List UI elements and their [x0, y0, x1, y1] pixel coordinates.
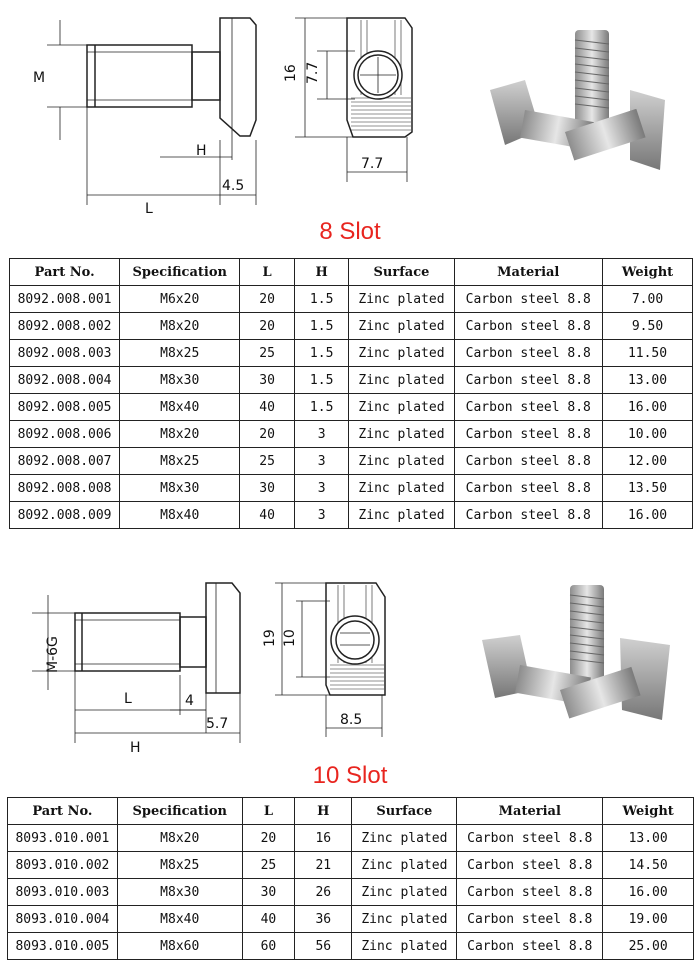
cell-H: 36 [295, 906, 352, 933]
cell-L: 30 [242, 879, 294, 906]
table-row [10, 421, 693, 448]
spec-table-10-slot [7, 797, 694, 960]
cell-surface: Zinc plated [349, 502, 454, 529]
cell-part-no: 8092.008.005 [10, 394, 120, 421]
spec-table-8-slot [9, 258, 693, 529]
cell-material: Carbon steel 8.8 [454, 421, 603, 448]
cell-surface: Zinc plated [352, 879, 457, 906]
cell-weight: 14.50 [603, 852, 694, 879]
cell-H: 1.5 [294, 286, 349, 313]
table-row [8, 825, 694, 852]
dim-L-8: L [145, 201, 153, 215]
bolt-side-drawing-10 [0, 565, 270, 760]
cell-spec: M8x60 [117, 933, 242, 960]
dim-7-7-horizontal: 7.7 [361, 156, 384, 172]
table-row [10, 367, 693, 394]
col-part-no: Part No. [8, 798, 118, 825]
cell-surface: Zinc plated [352, 825, 457, 852]
table-row [10, 475, 693, 502]
cell-spec: M8x20 [120, 313, 240, 340]
cell-surface: Zinc plated [349, 286, 454, 313]
dim-19: 19 [262, 629, 278, 647]
cell-material: Carbon steel 8.8 [454, 502, 603, 529]
cell-material: Carbon steel 8.8 [454, 394, 603, 421]
col-surface: Surface [352, 798, 457, 825]
cell-weight: 11.50 [603, 340, 693, 367]
cell-material: Carbon steel 8.8 [454, 286, 603, 313]
cell-spec: M8x30 [120, 367, 240, 394]
col-material: Material [454, 259, 603, 286]
dim-4-5: 4.5 [222, 178, 245, 194]
bolt-end-drawing-8 [275, 0, 425, 215]
cell-material: Carbon steel 8.8 [454, 448, 603, 475]
cell-spec: M8x25 [117, 852, 242, 879]
cell-H: 3 [294, 448, 349, 475]
cell-spec: M8x25 [120, 340, 240, 367]
cell-surface: Zinc plated [349, 421, 454, 448]
cell-part-no: 8092.008.008 [10, 475, 120, 502]
cell-material: Carbon steel 8.8 [454, 340, 603, 367]
col-weight: Weight [603, 259, 693, 286]
cell-weight: 13.00 [603, 825, 694, 852]
dim-H-10: H [130, 740, 141, 756]
cell-weight: 13.50 [603, 475, 693, 502]
cell-material: Carbon steel 8.8 [454, 475, 603, 502]
cell-weight: 9.50 [603, 313, 693, 340]
bolt-end-drawing-10 [260, 565, 410, 760]
table-row [8, 933, 694, 960]
section-title-10-slot: 10 Slot [312, 762, 388, 789]
table-row [10, 313, 693, 340]
cell-weight: 7.00 [603, 286, 693, 313]
table-row [10, 394, 693, 421]
cell-surface: Zinc plated [349, 313, 454, 340]
col-L: L [240, 259, 295, 286]
cell-H: 26 [295, 879, 352, 906]
col-part-no: Part No. [10, 259, 120, 286]
dim-8-5: 8.5 [340, 712, 363, 728]
cell-L: 25 [240, 340, 295, 367]
cell-spec: M8x30 [117, 879, 242, 906]
cell-part-no: 8093.010.004 [8, 906, 118, 933]
table-header-row [8, 798, 694, 825]
cell-surface: Zinc plated [349, 394, 454, 421]
cell-H: 1.5 [294, 313, 349, 340]
table-row [8, 879, 694, 906]
cell-surface: Zinc plated [349, 367, 454, 394]
cell-spec: M8x25 [120, 448, 240, 475]
col-L: L [242, 798, 294, 825]
bolt-photo-8 [470, 20, 700, 220]
col-material: Material [457, 798, 603, 825]
table-header-row [10, 259, 693, 286]
cell-part-no: 8093.010.005 [8, 933, 118, 960]
cell-L: 20 [242, 825, 294, 852]
col-weight: Weight [603, 798, 694, 825]
cell-material: Carbon steel 8.8 [457, 852, 603, 879]
cell-L: 40 [242, 906, 294, 933]
bolt-side-drawing-8 [0, 0, 270, 215]
dim-M-8: M [33, 70, 46, 86]
cell-material: Carbon steel 8.8 [457, 825, 603, 852]
cell-weight: 10.00 [603, 421, 693, 448]
cell-weight: 25.00 [603, 933, 694, 960]
cell-H: 1.5 [294, 367, 349, 394]
cell-H: 3 [294, 421, 349, 448]
cell-material: Carbon steel 8.8 [457, 879, 603, 906]
dim-4: 4 [185, 693, 194, 709]
cell-material: Carbon steel 8.8 [454, 367, 603, 394]
cell-spec: M6x20 [120, 286, 240, 313]
cell-weight: 12.00 [603, 448, 693, 475]
dim-5-7: 5.7 [206, 716, 229, 732]
dim-10: 10 [282, 629, 298, 647]
cell-weight: 16.00 [603, 394, 693, 421]
cell-L: 30 [240, 367, 295, 394]
table-row [8, 906, 694, 933]
cell-part-no: 8093.010.003 [8, 879, 118, 906]
cell-spec: M8x40 [120, 394, 240, 421]
dim-7-7-vertical: 7.7 [305, 61, 321, 84]
col-specification: Specification [117, 798, 242, 825]
cell-L: 30 [240, 475, 295, 502]
cell-surface: Zinc plated [352, 852, 457, 879]
cell-H: 21 [295, 852, 352, 879]
bolt-photo-10 [470, 580, 700, 770]
col-surface: Surface [349, 259, 454, 286]
cell-H: 16 [295, 825, 352, 852]
dim-L-10: L [124, 691, 132, 707]
col-H: H [295, 798, 352, 825]
cell-weight: 19.00 [603, 906, 694, 933]
table-row [10, 340, 693, 367]
cell-H: 56 [295, 933, 352, 960]
cell-surface: Zinc plated [349, 340, 454, 367]
cell-spec: M8x20 [117, 825, 242, 852]
cell-L: 25 [240, 448, 295, 475]
cell-H: 3 [294, 502, 349, 529]
col-specification: Specification [120, 259, 240, 286]
cell-weight: 13.00 [603, 367, 693, 394]
cell-H: 1.5 [294, 394, 349, 421]
cell-L: 20 [240, 286, 295, 313]
table-row [10, 448, 693, 475]
cell-surface: Zinc plated [352, 933, 457, 960]
cell-spec: M8x40 [117, 906, 242, 933]
cell-part-no: 8092.008.003 [10, 340, 120, 367]
cell-part-no: 8092.008.002 [10, 313, 120, 340]
cell-material: Carbon steel 8.8 [457, 906, 603, 933]
cell-L: 20 [240, 313, 295, 340]
cell-spec: M8x20 [120, 421, 240, 448]
cell-weight: 16.00 [603, 879, 694, 906]
cell-material: Carbon steel 8.8 [457, 933, 603, 960]
cell-L: 25 [242, 852, 294, 879]
cell-L: 60 [242, 933, 294, 960]
dim-H-8: H [196, 143, 207, 159]
table-row [10, 286, 693, 313]
table-row [8, 852, 694, 879]
cell-L: 40 [240, 394, 295, 421]
col-H: H [294, 259, 349, 286]
cell-part-no: 8092.008.006 [10, 421, 120, 448]
cell-weight: 16.00 [603, 502, 693, 529]
cell-surface: Zinc plated [352, 906, 457, 933]
dim-16: 16 [283, 64, 299, 82]
cell-spec: M8x30 [120, 475, 240, 502]
cell-L: 20 [240, 421, 295, 448]
cell-spec: M8x40 [120, 502, 240, 529]
cell-part-no: 8092.008.001 [10, 286, 120, 313]
cell-H: 1.5 [294, 340, 349, 367]
cell-L: 40 [240, 502, 295, 529]
table-row [10, 502, 693, 529]
cell-material: Carbon steel 8.8 [454, 313, 603, 340]
cell-part-no: 8093.010.001 [8, 825, 118, 852]
cell-surface: Zinc plated [349, 475, 454, 502]
cell-part-no: 8092.008.009 [10, 502, 120, 529]
cell-part-no: 8092.008.007 [10, 448, 120, 475]
dim-M-6G: M-6G [45, 636, 61, 673]
cell-surface: Zinc plated [349, 448, 454, 475]
cell-part-no: 8093.010.002 [8, 852, 118, 879]
cell-part-no: 8092.008.004 [10, 367, 120, 394]
section-title-8-slot: 8 Slot [319, 218, 381, 245]
cell-H: 3 [294, 475, 349, 502]
